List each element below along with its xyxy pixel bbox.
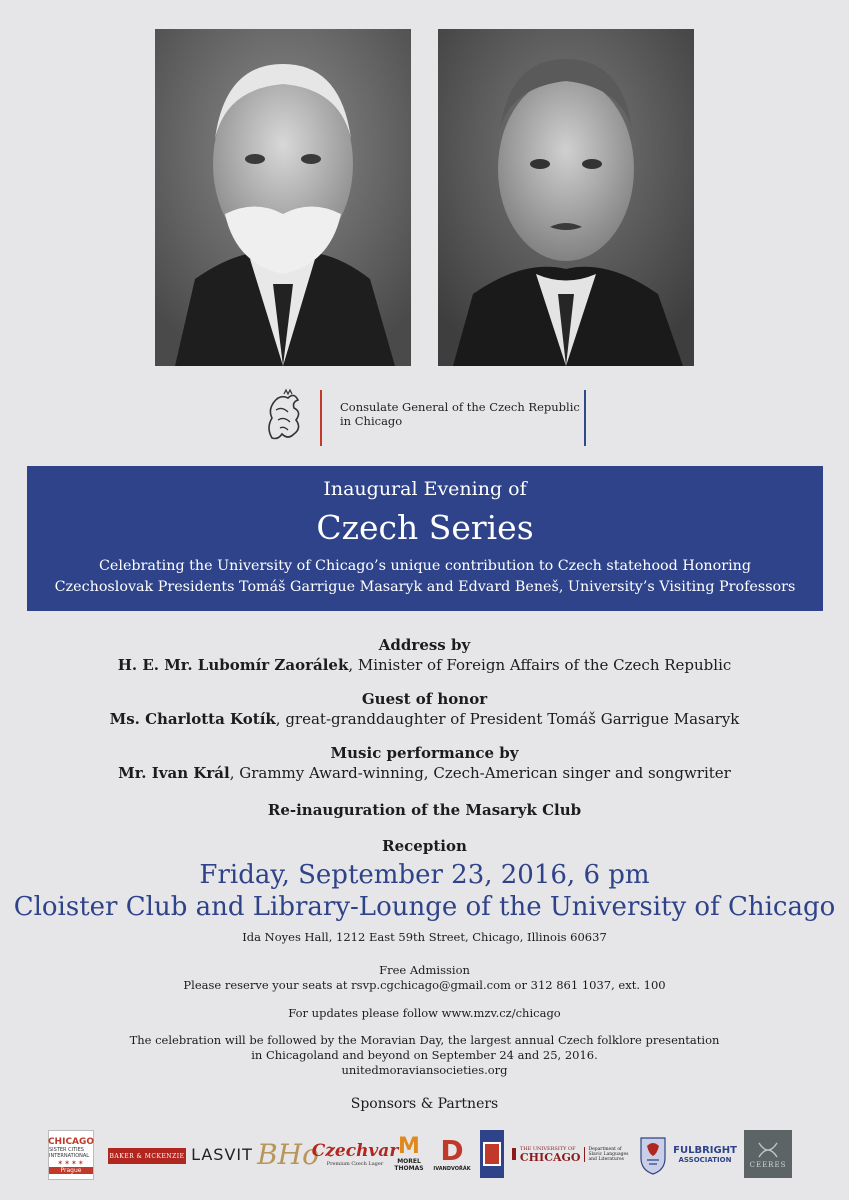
uc-line2: CHICAGO — [519, 1150, 581, 1164]
followup-line2: in Chicagoland and beyond on September 24 and 25, 2016. — [251, 1048, 598, 1062]
admission-block — [0, 963, 849, 993]
chicago-logo-text: CHICAGO — [47, 1136, 95, 1147]
title-banner — [27, 466, 823, 611]
address-speaker: H. E. Mr. Lubomír Zaorálek — [117, 656, 349, 674]
ceeres-knot-icon — [755, 1139, 781, 1161]
updates-info: For updates please follow www.mzv.cz/chicago — [288, 1006, 561, 1020]
free-admission: Free Admission — [379, 963, 470, 977]
guest-role: , great-granddaughter of President Tomáš Garrigue Masaryk — [275, 710, 740, 728]
czech-shield-icon — [483, 1142, 501, 1166]
address-line — [0, 656, 849, 674]
banner-desc-line1: Celebrating the University of Chicago’s unique contribution to Czech statehood Honoring — [98, 558, 752, 574]
reinauguration: Re-inauguration of the Masaryk Club — [267, 801, 582, 819]
consulate-name — [340, 400, 580, 428]
guest-heading: Guest of honor — [361, 690, 488, 708]
portrait-benes-image — [438, 29, 694, 366]
uc-wordmark — [520, 1146, 581, 1163]
ceeres-text: CEERES — [749, 1161, 787, 1169]
sponsors-label: Sponsors & Partners — [350, 1096, 499, 1112]
moravian-website: unitedmoraviansocieties.org — [341, 1063, 508, 1077]
banner-description — [27, 556, 823, 598]
followup-block — [0, 1033, 849, 1078]
moravian-eagle-icon — [637, 1132, 669, 1176]
chicago-logo-prague: Prague — [49, 1167, 93, 1174]
czech-lion-icon — [258, 388, 308, 442]
event-date: Friday, September 23, 2016, 6 pm — [199, 860, 650, 890]
ivan-text: IVANDVOŘÁK — [433, 1166, 471, 1172]
logo-ivan-dvorak — [432, 1130, 472, 1178]
fulbright-text: FULBRIGHT — [673, 1144, 737, 1156]
event-address: Ida Noyes Hall, 1212 East 59th Street, Chicago, Illinois 60637 — [242, 930, 607, 944]
logo-baker-mckenzie: BAKER & MCKENZIE — [108, 1148, 186, 1164]
music-role: , Grammy Award-winning, Czech-American singer and songwriter — [229, 764, 731, 782]
logo-lasvit: LASVIT — [191, 1144, 253, 1164]
banner-title: Czech Series — [316, 508, 534, 547]
banner-subtitle: Inaugural Evening of — [323, 478, 527, 500]
morel-mark-icon: M — [398, 1134, 420, 1159]
consulate-logo — [258, 386, 593, 448]
consulate-line2: in Chicago — [340, 414, 403, 428]
logo-bho: BHo — [257, 1137, 319, 1171]
chicago-stars-icon: ✶✶✶✶ — [57, 1158, 85, 1167]
logo-czech-center — [480, 1130, 504, 1178]
thomas-text: THOMAS — [394, 1165, 424, 1172]
portrait-masaryk-image — [155, 29, 411, 366]
red-divider — [320, 390, 322, 446]
followup-line1: The celebration will be followed by the Moravian Day, the largest annual Czech folklore presentation — [129, 1033, 720, 1047]
sponsor-logos — [48, 1130, 800, 1182]
music-performer: Mr. Ivan Král — [118, 764, 230, 782]
consulate-line1: Consulate General of the Czech Republic — [340, 400, 580, 414]
rsvp-info: Please reserve your seats at rsvp.cgchicago@gmail.com or 312 861 1037, ext. 100 — [183, 978, 666, 992]
logo-united-moravian-societies — [636, 1130, 670, 1178]
czechvar-text: Czechvar — [311, 1141, 399, 1161]
ivan-mark-icon: D — [440, 1134, 464, 1167]
address-heading: Address by — [378, 636, 471, 654]
association-text: ASSOCIATION — [678, 1155, 732, 1164]
banner-desc-line2: Czechoslovak Presidents Tomáš Garrigue Masaryk and Edvard Beneš, University’s Visiting Professors — [54, 579, 796, 595]
logo-czechvar — [311, 1130, 399, 1178]
logo-ceeres — [744, 1130, 792, 1178]
portrait-masaryk — [155, 29, 411, 366]
logo-fulbright-association — [673, 1130, 737, 1178]
reception: Reception — [382, 837, 467, 855]
address-role: , Minister of Foreign Affairs of the Czech Republic — [348, 656, 732, 674]
logo-university-of-chicago — [512, 1130, 632, 1178]
blue-divider — [584, 390, 586, 446]
music-heading: Music performance by — [330, 744, 519, 762]
uc-shield-icon — [512, 1148, 516, 1160]
guest-line — [0, 710, 849, 728]
morel-text: MOREL — [397, 1158, 421, 1165]
czechvar-sub: Premium Czech Lager — [326, 1161, 384, 1167]
uc-department: Department of Slavic Languages and Literatures — [584, 1147, 632, 1162]
chicago-logo-sub: SISTER CITIES INTERNATIONAL — [49, 1146, 90, 1159]
logo-chicago-sister-cities — [48, 1130, 94, 1180]
portrait-benes — [438, 29, 694, 366]
event-venue: Cloister Club and Library-Lounge of the University of Chicago — [13, 892, 836, 922]
music-line — [0, 764, 849, 782]
logo-morel-thomas — [392, 1130, 426, 1178]
guest-name: Ms. Charlotta Kotík — [109, 710, 276, 728]
uc-line1: THE UNIVERSITY OF — [519, 1145, 576, 1152]
